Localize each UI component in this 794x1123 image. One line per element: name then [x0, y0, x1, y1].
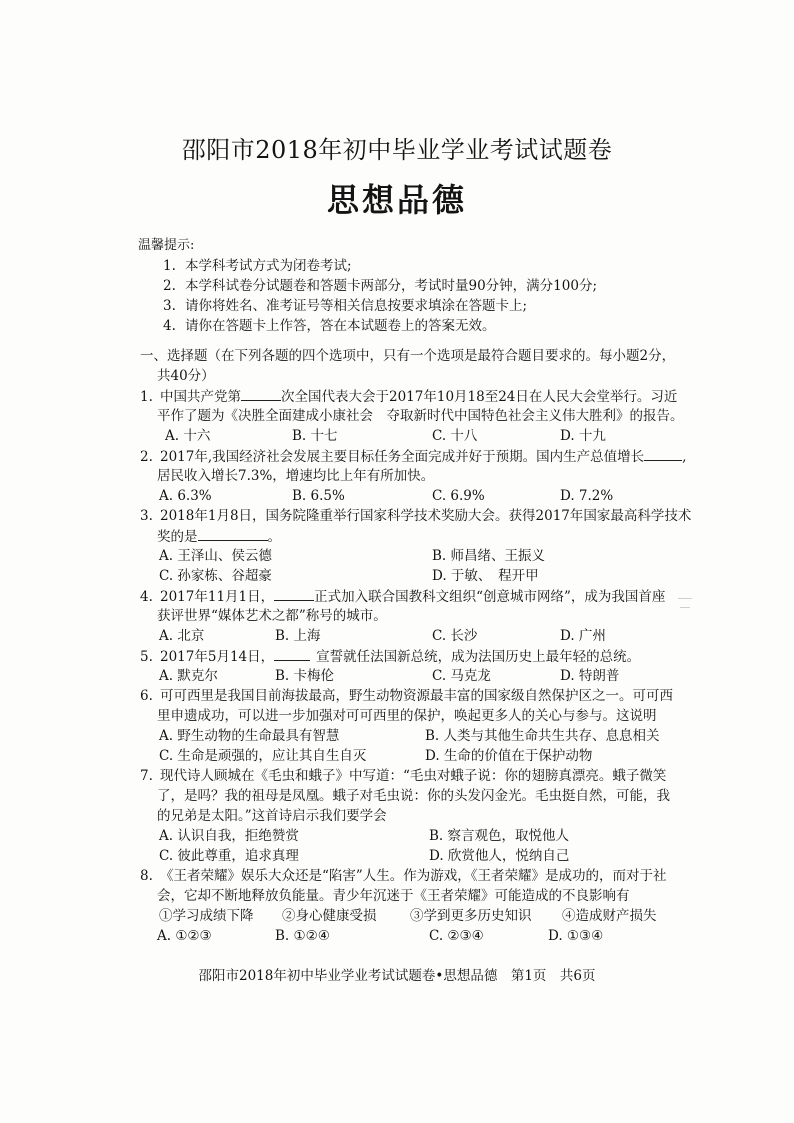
- question-text: 中国共产党第: [160, 389, 241, 405]
- scan-speck: [678, 598, 692, 599]
- notice-text: 请你将姓名、准考证号等相关信息按要求填涂在答题卡上;: [185, 298, 528, 314]
- options-row: [157, 926, 657, 946]
- option-d: D. 欣赏他人，悦纳自己: [429, 848, 570, 864]
- notice-text: 本学科考试方式为闭卷考试;: [185, 258, 352, 274]
- notice-num: 3.: [163, 298, 176, 314]
- option-c: C. 长沙: [432, 628, 478, 644]
- options-row: [157, 666, 657, 686]
- question-text: 平作了题为《决胜全面建成小康社会 夺取新时代中国特色社会主义伟大胜利》的报告。: [157, 408, 684, 424]
- statement-item: ①学习成绩下降: [159, 908, 254, 924]
- notice-text: 请你在答题卡上作答，答在本试题卷上的答案无效。: [185, 318, 496, 334]
- options-row: [157, 826, 657, 846]
- question-text: 居民收入增长7.3%，增速均比上年有所加快。: [157, 468, 435, 484]
- option-b: B. 6.5%: [292, 488, 345, 504]
- question-text: 现代诗人顾城在《毛虫和蛾子》中写道：“毛虫对蛾子说：你的翅膀真漂亮。蛾子微笑: [160, 768, 667, 784]
- option-a: A. 王泽山、侯云德: [159, 548, 272, 564]
- question-text: 2017年11月1日，: [160, 589, 275, 605]
- question-number: 5.: [140, 649, 153, 665]
- option-b: B. ①②④: [275, 928, 330, 944]
- question-1: [140, 386, 677, 407]
- question-text: 会，它却不断地释放负能量。青少年沉迷于《王者荣耀》可能造成的不良影响有: [157, 888, 630, 904]
- option-d: D. 生命的价值在于保护动物: [425, 748, 593, 764]
- options-row: [157, 546, 657, 566]
- question-text: 的兄弟是太阳。”这首诗启示我们要学会: [157, 808, 387, 824]
- notice-num: 4.: [163, 318, 176, 334]
- options-row: [157, 626, 657, 646]
- option-a: A. ①②③: [157, 928, 212, 944]
- exam-title: 邵阳市2018年初中毕业学业考试试题卷: [181, 136, 613, 164]
- option-d: D. 7.2%: [560, 488, 614, 504]
- section-heading: 一、选择题（在下列各题的四个选项中，只有一个选项是最符合题目要求的。每小题2分，: [140, 348, 676, 364]
- statement-item: ③学到更多历史知识: [410, 908, 532, 924]
- answer-blank: [644, 446, 682, 461]
- option-d: D. 广州: [560, 628, 606, 644]
- question-text: 了，是吗？我的祖母是凤凰。蛾子对毛虫说：你的头发闪金光。毛虫挺自然，可能，我: [157, 788, 670, 804]
- notice-item: [163, 296, 527, 316]
- option-b: B. 人类与其他生命共生共存、息息相关: [425, 728, 660, 744]
- notice-heading: 温馨提示:: [138, 238, 195, 253]
- page-footer: 邵阳市2018年初中毕业学业考试试题卷•思想品德 第1页 共6页: [198, 968, 596, 984]
- option-a: A. 北京: [159, 628, 205, 644]
- option-d: D. ①③④: [548, 928, 604, 944]
- question-number: 6.: [140, 688, 153, 704]
- question-text: 奖的是: [157, 529, 198, 545]
- statement-row: [157, 906, 677, 926]
- question-6: [140, 686, 673, 706]
- option-c: C. 十八: [432, 428, 478, 444]
- notice-text: 本学科试卷分试题卷和答题卡两部分，考试时量90分钟，满分100分;: [185, 278, 597, 294]
- option-d: D. 于敏、 程开甲: [432, 568, 539, 584]
- options-row: [157, 566, 657, 586]
- option-b: B. 师昌绪、王振义: [432, 548, 546, 564]
- option-b: B. 上海: [275, 628, 321, 644]
- option-d: D. 十九: [560, 428, 606, 444]
- answer-blank: [274, 646, 310, 661]
- question-text: 可可西里是我国目前海拔最高，野生动物资源最丰富的国家级自然保护区之一。可可西: [160, 688, 673, 704]
- question-text: 2017年5月14日，: [160, 649, 275, 665]
- question-text: 里申遗成功，可以进一步加强对可可西里的保护，唤起更多人的关心与参与。这说明: [157, 708, 657, 724]
- option-a: A. 十六: [165, 428, 211, 444]
- answer-blank: [198, 526, 268, 541]
- question-text: ,: [682, 449, 687, 465]
- question-4: [140, 586, 665, 607]
- option-c: C. 孙家栋、谷超豪: [159, 568, 272, 584]
- option-c: C. 6.9%: [432, 488, 485, 504]
- option-b: B. 卡梅伦: [275, 668, 335, 684]
- question-text: 《王者荣耀》娱乐大众还是“陷害”人生。作为游戏，《王者荣耀》是成功的，而对于社: [160, 868, 667, 884]
- option-c: C. 生命是顽强的，应让其自生自灭: [159, 748, 367, 764]
- answer-blank: [274, 586, 314, 601]
- options-row: [157, 746, 697, 766]
- notice-item: [163, 256, 352, 276]
- question-8: [140, 866, 667, 886]
- option-b: B. 察言观色，取悦他人: [429, 828, 570, 844]
- question-number: 2.: [140, 449, 153, 465]
- question-text: 2017年,我国经济社会发展主要目标任务全面完成并好于预期。国内生产总值增长: [160, 449, 645, 465]
- question-number: 7.: [140, 768, 153, 784]
- option-c: C. ②③④: [429, 928, 484, 944]
- statement-item: ②身心健康受损: [282, 908, 377, 924]
- subject-title: 思想品德: [326, 181, 467, 219]
- options-row: [157, 486, 657, 506]
- scan-speck: [680, 607, 690, 608]
- option-c: C. 彼此尊重，追求真理: [159, 848, 299, 864]
- options-row: [157, 426, 657, 446]
- options-row: [157, 846, 657, 866]
- question-text: 。: [267, 529, 281, 545]
- question-number: 1.: [140, 389, 153, 405]
- statement-item: ④造成财产损失: [562, 908, 657, 924]
- notice-item: [163, 276, 597, 296]
- option-a: A. 6.3%: [159, 488, 212, 504]
- option-a: A. 野生动物的生命最具有智慧: [159, 728, 340, 744]
- notice-num: 2.: [163, 278, 176, 294]
- question-text: [157, 526, 281, 547]
- option-d: D. 特朗普: [560, 668, 620, 684]
- question-number: 8.: [140, 868, 153, 884]
- option-a: A. 默克尔: [159, 668, 218, 684]
- options-row: [157, 726, 697, 746]
- option-c: C. 马克龙: [432, 668, 491, 684]
- question-text: 2018年1月8日，国务院隆重举行国家科学技术奖励大会。获得2017年国家最高科学技术: [160, 508, 692, 524]
- question-3: [140, 506, 691, 526]
- question-text: 正式加入联合国教科文组织“创意城市网络”，成为我国首座: [314, 589, 666, 605]
- question-2: [140, 446, 686, 467]
- notice-item: [163, 316, 496, 336]
- answer-blank: [241, 386, 281, 401]
- notice-num: 1.: [163, 258, 176, 274]
- section-heading-cont: 共40分）: [157, 368, 215, 384]
- question-7: [140, 766, 666, 786]
- question-text: 获评世界“媒体艺术之都”称号的城市。: [157, 608, 387, 624]
- question-text: 次全国代表大会于2017年10月18至24日在人民大会堂举行。习近: [281, 389, 678, 405]
- option-b: B. 十七: [292, 428, 338, 444]
- question-5: [140, 646, 640, 667]
- option-a: A. 认识自我，拒绝赞赏: [159, 828, 299, 844]
- question-number: 4.: [140, 589, 153, 605]
- question-number: 3.: [140, 508, 153, 524]
- question-text: 宣誓就任法国新总统，成为法国历史上最年轻的总统。: [316, 649, 641, 665]
